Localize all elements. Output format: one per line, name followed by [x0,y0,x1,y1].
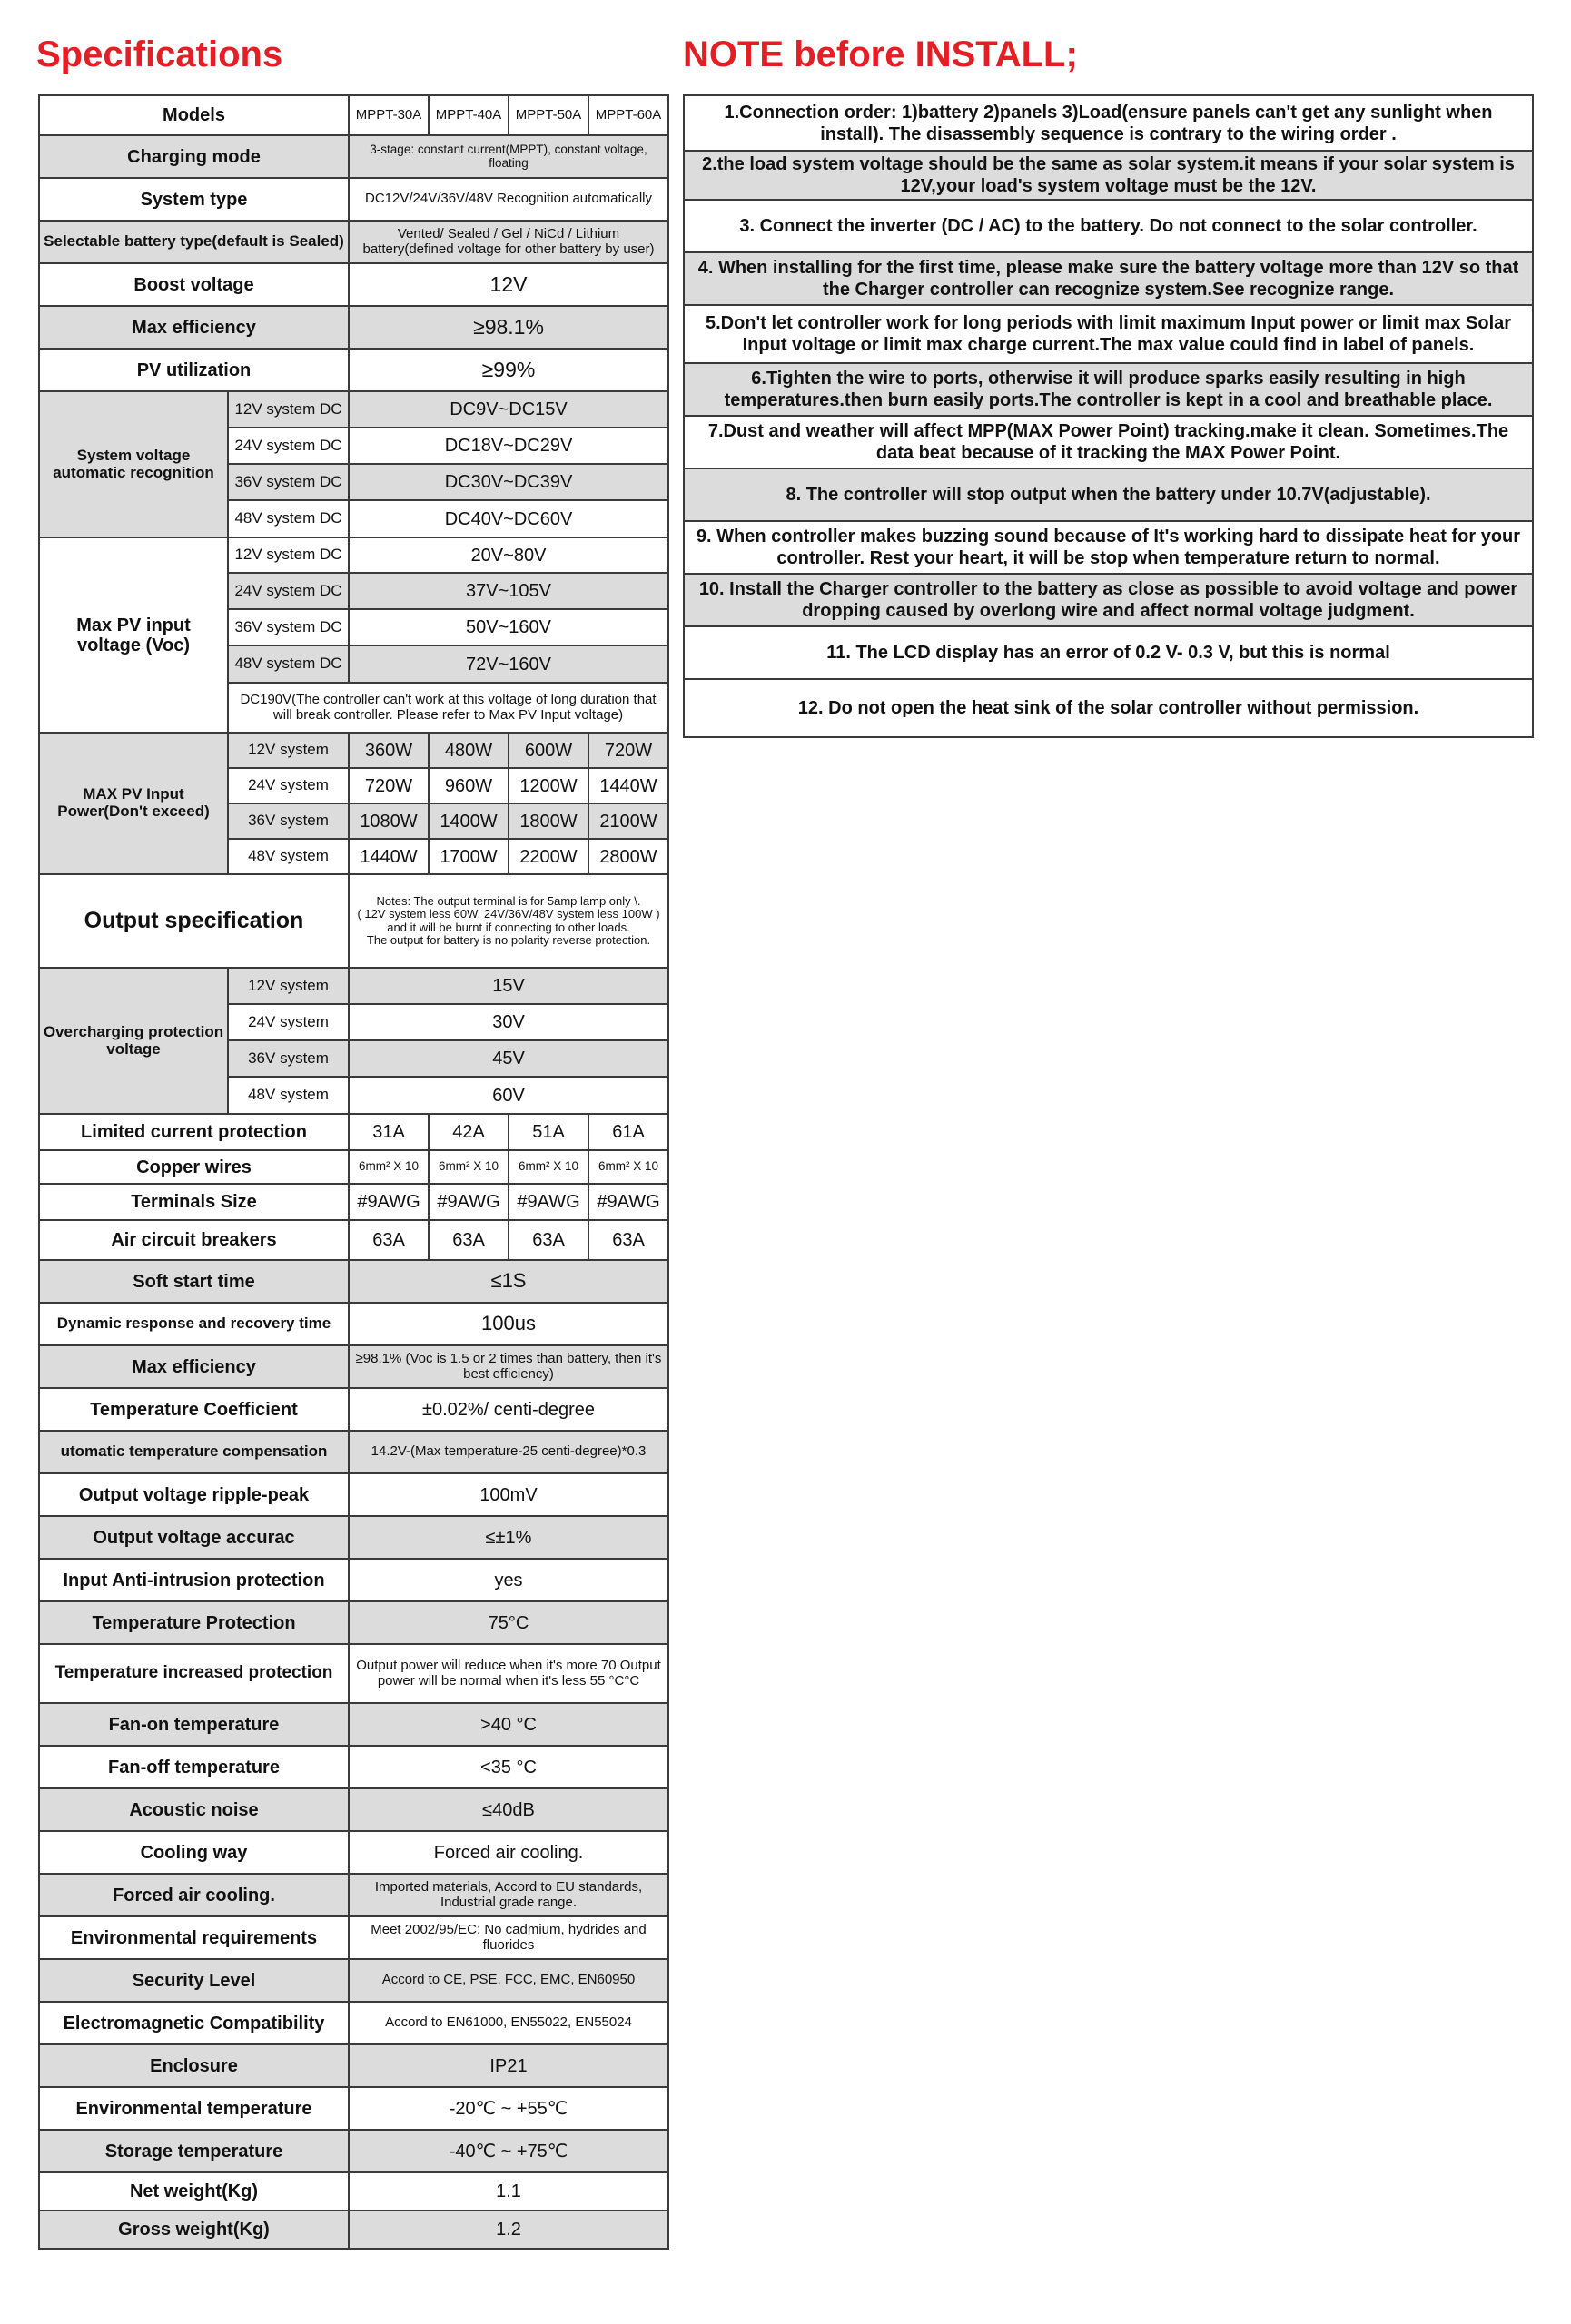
install-notes-box [683,94,1534,738]
models-row [39,95,668,135]
auto-temp-label: utomatic temperature compensation [39,1431,349,1473]
install-note: 12. Do not open the heat sink of the solar controller without permission. [797,698,1419,718]
terminals-value: #9AWG [588,1184,668,1220]
fan-on-row [39,1703,668,1746]
env-temp-value: -20℃ ~ +55℃ [349,2087,668,2130]
breakers-row [39,1220,668,1260]
security-row [39,1959,668,2002]
install-note: 7.Dust and weather will affect MPP(MAX Power Point) tracking.make it clean. Sometimes.The data beat because of it tracking the MAX Power Point. [685,417,1532,469]
max-pv-power-value: 1080W [349,803,429,839]
max-efficiency-label: Max efficiency [39,306,349,349]
install-note: 2.the load system voltage should be the same as solar system.it means if your solar system is 12V,your load's system voltage must be the 12V. [685,152,1532,201]
max-pv-voltage-sys: 12V system DC [228,537,349,573]
noise-value: ≤40dB [349,1788,668,1831]
emc-row [39,2002,668,2044]
max-pv-power-value: 600W [509,733,588,768]
charging-mode-row [39,135,668,178]
noise-label: Acoustic noise [39,1788,349,1831]
cooling-label: Cooling way [39,1831,349,1874]
max-pv-power-value: 360W [349,733,429,768]
output-spec-label: Output specification [39,874,349,968]
max-pv-power-sys: 48V system [228,839,349,874]
install-note: 9. When controller makes buzzing sound because of It's working hard to dissipate heat for your controller. Rest your heart, it will be stop when temperature return to normal. [685,522,1532,575]
system-voltage-value: DC18V~DC29V [349,428,668,464]
max-pv-power-value: 960W [429,768,509,803]
fan-off-row [39,1746,668,1788]
max-pv-power-label: MAX PV Input Power(Don't exceed) [39,733,228,874]
soft-start-label: Soft start time [39,1260,349,1303]
env-temp-row [39,2087,668,2130]
install-note: 5.Don't let controller work for long periods with limit maximum Input power or limit max Solar Input voltage or limit max charge current.The max value could find in label of panels. [685,306,1532,364]
max-pv-power-value: 480W [429,733,509,768]
install-note: 11. The LCD display has an error of 0.2 V- 0.3 V, but this is normal [685,627,1532,680]
fan-off-label: Fan-off temperature [39,1746,349,1788]
max-pv-power-sys: 12V system [228,733,349,768]
overcharge-sys: 12V system [228,968,349,1004]
overcharge-sys: 36V system [228,1040,349,1077]
max-pv-voltage-value: 50V~160V [349,609,668,645]
limited-current-value: 42A [429,1114,509,1150]
temp-protection-label: Temperature Protection [39,1601,349,1644]
temp-increased-row [39,1644,668,1703]
max-pv-power-row [39,733,668,768]
system-voltage-value: DC30V~DC39V [349,464,668,500]
soft-start-row [39,1260,668,1303]
copper-wires-value: 6mm² X 10 [509,1150,588,1184]
pv-utilization-value: ≥99% [349,349,668,391]
security-label: Security Level [39,1959,349,2002]
system-type-label: System type [39,178,349,221]
boost-voltage-row [39,263,668,306]
breakers-label: Air circuit breakers [39,1220,349,1260]
pv-utilization-label: PV utilization [39,349,349,391]
max-pv-power-value: 1700W [429,839,509,874]
noise-row [39,1788,668,1831]
max-pv-power-value: 720W [349,768,429,803]
overcharge-value: 60V [349,1077,668,1114]
terminals-row [39,1184,668,1220]
temp-increased-value: Output power will reduce when it's more 70 Output power will be normal when it's less 55 °C°C [349,1644,668,1703]
net-weight-row [39,2172,668,2211]
model-name: MPPT-30A [349,95,429,135]
overcharge-sys: 24V system [228,1004,349,1040]
dynamic-label: Dynamic response and recovery time [39,1303,349,1345]
specifications-title: Specifications [36,34,283,74]
forced-air-row [39,1874,668,1916]
charging-mode-label: Charging mode [39,135,349,178]
limited-current-label: Limited current protection [39,1114,349,1150]
ripple-row [39,1473,668,1516]
install-note: 10. Install the Charger controller to the battery as close as possible to avoid voltage and power dropping caused by overlong wire and affect normal voltage judgment. [685,575,1532,627]
max-pv-power-value: 1440W [349,839,429,874]
env-requirements-row [39,1916,668,1959]
accuracy-value: ≤±1% [349,1516,668,1559]
net-weight-value: 1.1 [349,2172,668,2211]
max-pv-power-value: 1800W [509,803,588,839]
terminals-value: #9AWG [349,1184,429,1220]
max-pv-power-value: 1440W [588,768,668,803]
model-name: MPPT-60A [588,95,668,135]
emc-value: Accord to EN61000, EN55022, EN55024 [349,2002,668,2044]
max-efficiency2-value: ≥98.1% (Voc is 1.5 or 2 times than battery, then it's best efficiency) [349,1345,668,1388]
breakers-value: 63A [588,1220,668,1260]
accuracy-row [39,1516,668,1559]
boost-voltage-value: 12V [349,263,668,306]
temp-coefficient-row [39,1388,668,1431]
max-pv-voltage-note: DC190V(The controller can't work at this voltage of long duration that will break controller. Please refer to Max PV Input voltage) [228,683,668,733]
anti-intrusion-label: Input Anti-intrusion protection [39,1559,349,1601]
limited-current-value: 51A [509,1114,588,1150]
max-efficiency-value: ≥98.1% [349,306,668,349]
enclosure-value: IP21 [349,2044,668,2087]
copper-wires-value: 6mm² X 10 [588,1150,668,1184]
overcharge-label: Overcharging protection voltage [39,968,228,1114]
battery-type-value: Vented/ Sealed / Gel / NiCd / Lithium battery(defined voltage for other battery by user) [349,221,668,263]
boost-voltage-label: Boost voltage [39,263,349,306]
cooling-value: Forced air cooling. [349,1831,668,1874]
gross-weight-row [39,2211,668,2249]
system-voltage-label: System voltage automatic recognition [39,391,228,537]
overcharge-row [39,968,668,1004]
battery-type-label: Selectable battery type(default is Sealed) [39,221,349,263]
pv-utilization-row [39,349,668,391]
overcharge-value: 45V [349,1040,668,1077]
output-spec-note-line: Notes: The output terminal is for 5amp lamp only \. [376,893,641,908]
anti-intrusion-value: yes [349,1559,668,1601]
temp-protection-value: 75°C [349,1601,668,1644]
overcharge-value: 30V [349,1004,668,1040]
limited-current-row [39,1114,668,1150]
max-pv-power-value: 2800W [588,839,668,874]
output-spec-row [39,874,668,968]
storage-temp-row [39,2130,668,2172]
env-requirements-value: Meet 2002/95/EC; No cadmium, hydrides and fluorides [349,1916,668,1959]
overcharge-sys: 48V system [228,1077,349,1114]
system-voltage-sys: 48V system DC [228,500,349,537]
install-note: 8. The controller will stop output when the battery under 10.7V(adjustable). [685,469,1532,522]
output-spec-note-line: ( 12V system less 60W, 24V/36V/48V system less 100W ) [357,907,660,921]
system-type-value: DC12V/24V/36V/48V Recognition automatically [349,178,668,221]
limited-current-value: 61A [588,1114,668,1150]
fan-on-label: Fan-on temperature [39,1703,349,1746]
dynamic-row [39,1303,668,1345]
install-note: 1.Connection order: 1)battery 2)panels 3)Load(ensure panels can't get any sunlight when install). The disassembly sequence is contrary to the wiring order . [685,96,1532,152]
max-pv-voltage-sys: 48V system DC [228,645,349,683]
cooling-row [39,1831,668,1874]
breakers-value: 63A [349,1220,429,1260]
enclosure-label: Enclosure [39,2044,349,2087]
terminals-value: #9AWG [429,1184,509,1220]
max-pv-power-value: 1400W [429,803,509,839]
system-voltage-value: DC9V~DC15V [349,391,668,428]
system-voltage-row [39,391,668,428]
max-pv-power-value: 2200W [509,839,588,874]
ripple-label: Output voltage ripple-peak [39,1473,349,1516]
copper-wires-value: 6mm² X 10 [429,1150,509,1184]
max-pv-voltage-value: 72V~160V [349,645,668,683]
max-pv-voltage-sys: 24V system DC [228,573,349,609]
gross-weight-label: Gross weight(Kg) [39,2211,349,2249]
breakers-value: 63A [509,1220,588,1260]
install-note: 4. When installing for the first time, please make sure the battery voltage more than 12V so that the Charger controller can recognize system.See recognize range. [685,253,1532,306]
overcharge-value: 15V [349,968,668,1004]
max-efficiency2-label: Max efficiency [39,1345,349,1388]
max-pv-voltage-label: Max PV input voltage (Voc) [39,537,228,733]
max-pv-voltage-row [39,537,668,573]
system-type-row [39,178,668,221]
terminals-label: Terminals Size [39,1184,349,1220]
copper-wires-label: Copper wires [39,1150,349,1184]
specifications-table [38,94,669,2250]
output-spec-note-line: and it will be burnt if connecting to other loads. [387,920,630,934]
enclosure-row [39,2044,668,2087]
temp-coefficient-value: ±0.02%/ centi-degree [349,1388,668,1431]
limited-current-value: 31A [349,1114,429,1150]
install-note: 3. Connect the inverter (DC / AC) to the battery. Do not connect to the solar controller. [685,201,1532,253]
gross-weight-value: 1.2 [349,2211,668,2249]
security-value: Accord to CE, PSE, FCC, EMC, EN60950 [349,1959,668,2002]
breakers-value: 63A [429,1220,509,1260]
temp-coefficient-label: Temperature Coefficient [39,1388,349,1431]
copper-wires-row [39,1150,668,1184]
max-pv-voltage-value: 20V~80V [349,537,668,573]
env-requirements-label: Environmental requirements [39,1916,349,1959]
models-label: Models [39,95,349,135]
max-pv-power-value: 720W [588,733,668,768]
system-voltage-value: DC40V~DC60V [349,500,668,537]
max-pv-power-sys: 36V system [228,803,349,839]
forced-air-label: Forced air cooling. [39,1874,349,1916]
emc-label: Electromagnetic Compatibility [39,2002,349,2044]
install-note: 6.Tighten the wire to ports, otherwise it will produce sparks easily resulting in high temperatures.then burn easily ports.The controller is kept in a cool and breathable place. [685,364,1532,417]
dynamic-value: 100us [349,1303,668,1345]
max-pv-power-value: 1200W [509,768,588,803]
system-voltage-sys: 24V system DC [228,428,349,464]
max-efficiency2-row [39,1345,668,1388]
env-temp-label: Environmental temperature [39,2087,349,2130]
output-spec-note-line: The output for battery is no polarity reverse protection. [366,932,651,947]
auto-temp-row [39,1431,668,1473]
charging-mode-value: 3-stage: constant current(MPPT), constant voltage, floating [349,135,668,178]
ripple-value: 100mV [349,1473,668,1516]
max-pv-power-value: 2100W [588,803,668,839]
accuracy-label: Output voltage accurac [39,1516,349,1559]
max-efficiency-row [39,306,668,349]
system-voltage-sys: 36V system DC [228,464,349,500]
storage-temp-label: Storage temperature [39,2130,349,2172]
terminals-value: #9AWG [509,1184,588,1220]
note-title: NOTE before INSTALL; [683,34,1078,74]
anti-intrusion-row [39,1559,668,1601]
storage-temp-value: -40℃ ~ +75℃ [349,2130,668,2172]
fan-off-value: <35 °C [349,1746,668,1788]
system-voltage-sys: 12V system DC [228,391,349,428]
output-spec-notes [349,874,668,968]
temp-increased-label: Temperature increased protection [39,1644,349,1703]
auto-temp-value: 14.2V-(Max temperature-25 centi-degree)*0.3 [349,1431,668,1473]
model-name: MPPT-50A [509,95,588,135]
battery-type-row [39,221,668,263]
max-pv-voltage-sys: 36V system DC [228,609,349,645]
max-pv-power-sys: 24V system [228,768,349,803]
fan-on-value: >40 °C [349,1703,668,1746]
model-name: MPPT-40A [429,95,509,135]
max-pv-voltage-value: 37V~105V [349,573,668,609]
temp-protection-row [39,1601,668,1644]
soft-start-value: ≤1S [349,1260,668,1303]
copper-wires-value: 6mm² X 10 [349,1150,429,1184]
net-weight-label: Net weight(Kg) [39,2172,349,2211]
forced-air-value: Imported materials, Accord to EU standards, Industrial grade range. [349,1874,668,1916]
